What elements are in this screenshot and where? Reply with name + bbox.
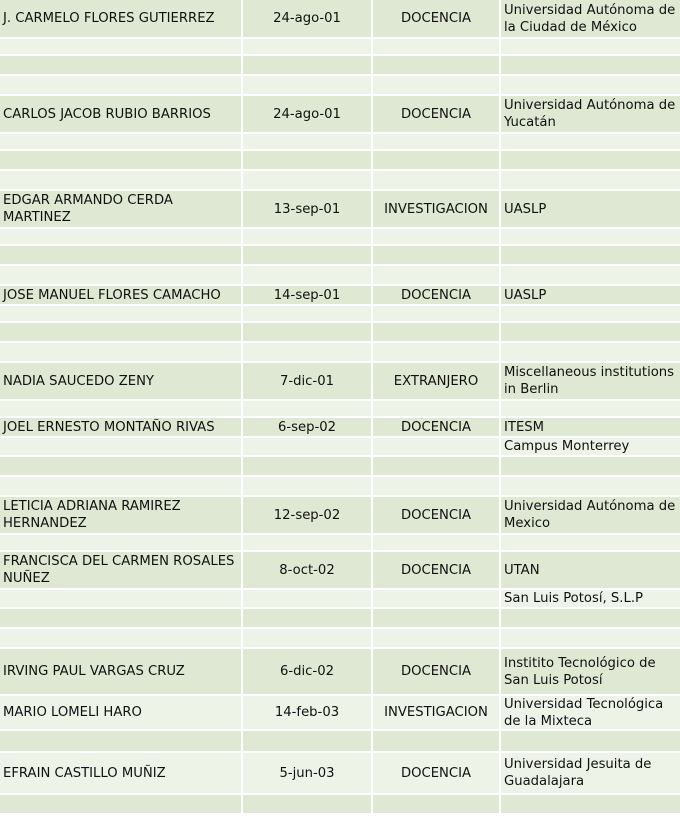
date-cell: 12-sep-02 [243,497,373,533]
type-cell: DOCENCIA [373,497,501,533]
table-row [0,94,680,132]
table-row [0,244,680,264]
name-cell [0,438,243,455]
type-cell [373,343,501,361]
date-cell [243,477,373,495]
institution-cell [501,56,680,74]
date-cell [243,438,373,455]
table-row [0,132,680,149]
name-cell: NADIA SAUCEDO ZENY [0,363,243,399]
date-cell [243,343,373,361]
institution-cell: Universidad Autónoma de la Ciudad de México [504,2,676,35]
institution-cell [501,343,680,361]
name-cell: LETICIA ADRIANA RAMIREZ HERNANDEZ [0,497,243,533]
table-row [0,37,680,54]
name-cell [0,629,243,647]
table-row [0,284,680,304]
name-cell [0,401,243,416]
table-row [0,793,680,813]
table-row [0,321,680,341]
date-cell [243,457,373,475]
date-cell: 13-sep-01 [243,191,373,227]
type-cell [373,246,501,264]
type-cell [373,795,501,813]
institution-cell [501,629,680,647]
table-row [0,455,680,475]
date-cell [243,246,373,264]
institution-cell [501,323,680,341]
type-cell: DOCENCIA [373,0,501,37]
name-cell [0,171,243,189]
date-cell [243,39,373,54]
type-cell [373,731,501,751]
table-row [0,54,680,74]
table-row [0,550,680,588]
type-cell: EXTRANJERO [373,363,501,399]
name-cell: MARIO LOMELI HARO [0,696,243,729]
date-cell [243,590,373,607]
institution-cell [501,246,680,264]
name-cell [0,306,243,321]
type-cell [373,134,501,149]
date-cell: 24-ago-01 [243,0,373,37]
type-cell [373,323,501,341]
name-cell: J. CARMELO FLORES GUTIERREZ [0,0,243,37]
name-cell [0,323,243,341]
name-cell: EDGAR ARMANDO CERDA MARTINEZ [0,191,243,227]
table-row [0,647,680,694]
date-cell [243,535,373,550]
institution-cell [501,151,680,169]
name-cell [0,457,243,475]
table-row [0,533,680,550]
type-cell: INVESTIGACION [373,191,501,227]
table-row [0,149,680,169]
type-cell [373,401,501,416]
table-row [0,588,680,607]
table-row [0,607,680,627]
date-cell [243,134,373,149]
table-row [0,169,680,189]
institution-cell: San Luis Potosí, S.L.P [504,591,643,606]
date-cell: 5-jun-03 [243,753,373,793]
type-cell [373,56,501,74]
name-cell [0,343,243,361]
date-cell [243,323,373,341]
name-cell [0,590,243,607]
type-cell: DOCENCIA [373,649,501,694]
date-cell [243,795,373,813]
date-cell: 8-oct-02 [243,552,373,588]
type-cell [373,457,501,475]
type-cell [373,266,501,284]
date-cell: 14-feb-03 [243,696,373,729]
date-cell [243,401,373,416]
table-row [0,264,680,284]
type-cell [373,590,501,607]
date-cell [243,151,373,169]
date-cell [243,306,373,321]
table-row [0,304,680,321]
name-cell [0,151,243,169]
institution-cell: UTAN [504,562,540,578]
institution-cell: Campus Monterrey [504,439,630,454]
name-cell: JOEL ERNESTO MONTAÑO RIVAS [0,418,243,436]
type-cell [373,229,501,244]
institution-cell [501,795,680,813]
name-cell [0,246,243,264]
institution-cell [501,39,680,54]
date-cell: 6-dic-02 [243,649,373,694]
table-row [0,495,680,533]
name-cell [0,795,243,813]
type-cell [373,76,501,94]
institution-cell [501,266,680,284]
name-cell: JOSE MANUEL FLORES CAMACHO [0,286,243,304]
table-row [0,627,680,647]
type-cell [373,39,501,54]
institution-cell: Universidad Autónoma de Mexico [504,499,676,531]
institution-cell: Universidad Tecnológica de la Mixteca [504,696,664,729]
type-cell [373,438,501,455]
table-row [0,361,680,399]
institution-cell [501,229,680,244]
name-cell [0,56,243,74]
table-row [0,74,680,94]
institution-cell [501,477,680,495]
type-cell [373,535,501,550]
institution-cell: Miscellaneous institutions in Berlin [504,365,675,397]
institution-cell: ITESM [504,419,545,435]
date-cell: 7-dic-01 [243,363,373,399]
date-cell [243,171,373,189]
type-cell [373,171,501,189]
table-row [0,189,680,227]
date-cell: 14-sep-01 [243,286,373,304]
institution-cell [501,731,680,751]
institution-cell [501,171,680,189]
name-cell [0,134,243,149]
institution-cell [501,609,680,627]
table-row [0,0,680,37]
institution-cell: Universidad Jesuita de Guadalajara [504,757,652,789]
name-cell: CARLOS JACOB RUBIO BARRIOS [0,96,243,132]
table-row [0,729,680,751]
date-cell [243,629,373,647]
table-row [0,475,680,495]
institution-cell: Institito Tecnológico de San Luis Potosí [504,655,656,688]
type-cell: DOCENCIA [373,552,501,588]
institution-cell: UASLP [504,287,547,303]
type-cell: DOCENCIA [373,96,501,132]
table-row [0,751,680,793]
name-cell [0,266,243,284]
name-cell [0,76,243,94]
institution-cell [501,306,680,321]
table-row [0,694,680,729]
date-cell [243,266,373,284]
institution-cell [501,76,680,94]
date-cell [243,229,373,244]
date-cell [243,731,373,751]
table-row [0,416,680,436]
type-cell: DOCENCIA [373,286,501,304]
type-cell: DOCENCIA [373,418,501,436]
date-cell [243,609,373,627]
name-cell: FRANCISCA DEL CARMEN ROSALES NUÑEZ [0,552,243,588]
date-cell: 24-ago-01 [243,96,373,132]
type-cell [373,609,501,627]
institution-cell [501,401,680,416]
type-cell [373,151,501,169]
type-cell [373,477,501,495]
name-cell: EFRAIN CASTILLO MUÑIZ [0,753,243,793]
institution-cell [501,134,680,149]
date-cell: 6-sep-02 [243,418,373,436]
date-cell [243,56,373,74]
type-cell: DOCENCIA [373,753,501,793]
institution-cell [501,535,680,550]
date-cell [243,76,373,94]
type-cell [373,306,501,321]
table-row [0,341,680,361]
table-row [0,227,680,244]
type-cell [373,629,501,647]
name-cell [0,477,243,495]
name-cell [0,609,243,627]
institution-cell [501,457,680,475]
name-cell [0,229,243,244]
table-row [0,399,680,416]
institution-cell: Universidad Autónoma de Yucatán [504,98,676,130]
table-row [0,436,680,455]
name-cell [0,535,243,550]
name-cell [0,731,243,751]
name-cell: IRVING PAUL VARGAS CRUZ [0,649,243,694]
type-cell: INVESTIGACION [373,696,501,729]
institution-cell: UASLP [504,201,547,217]
name-cell [0,39,243,54]
